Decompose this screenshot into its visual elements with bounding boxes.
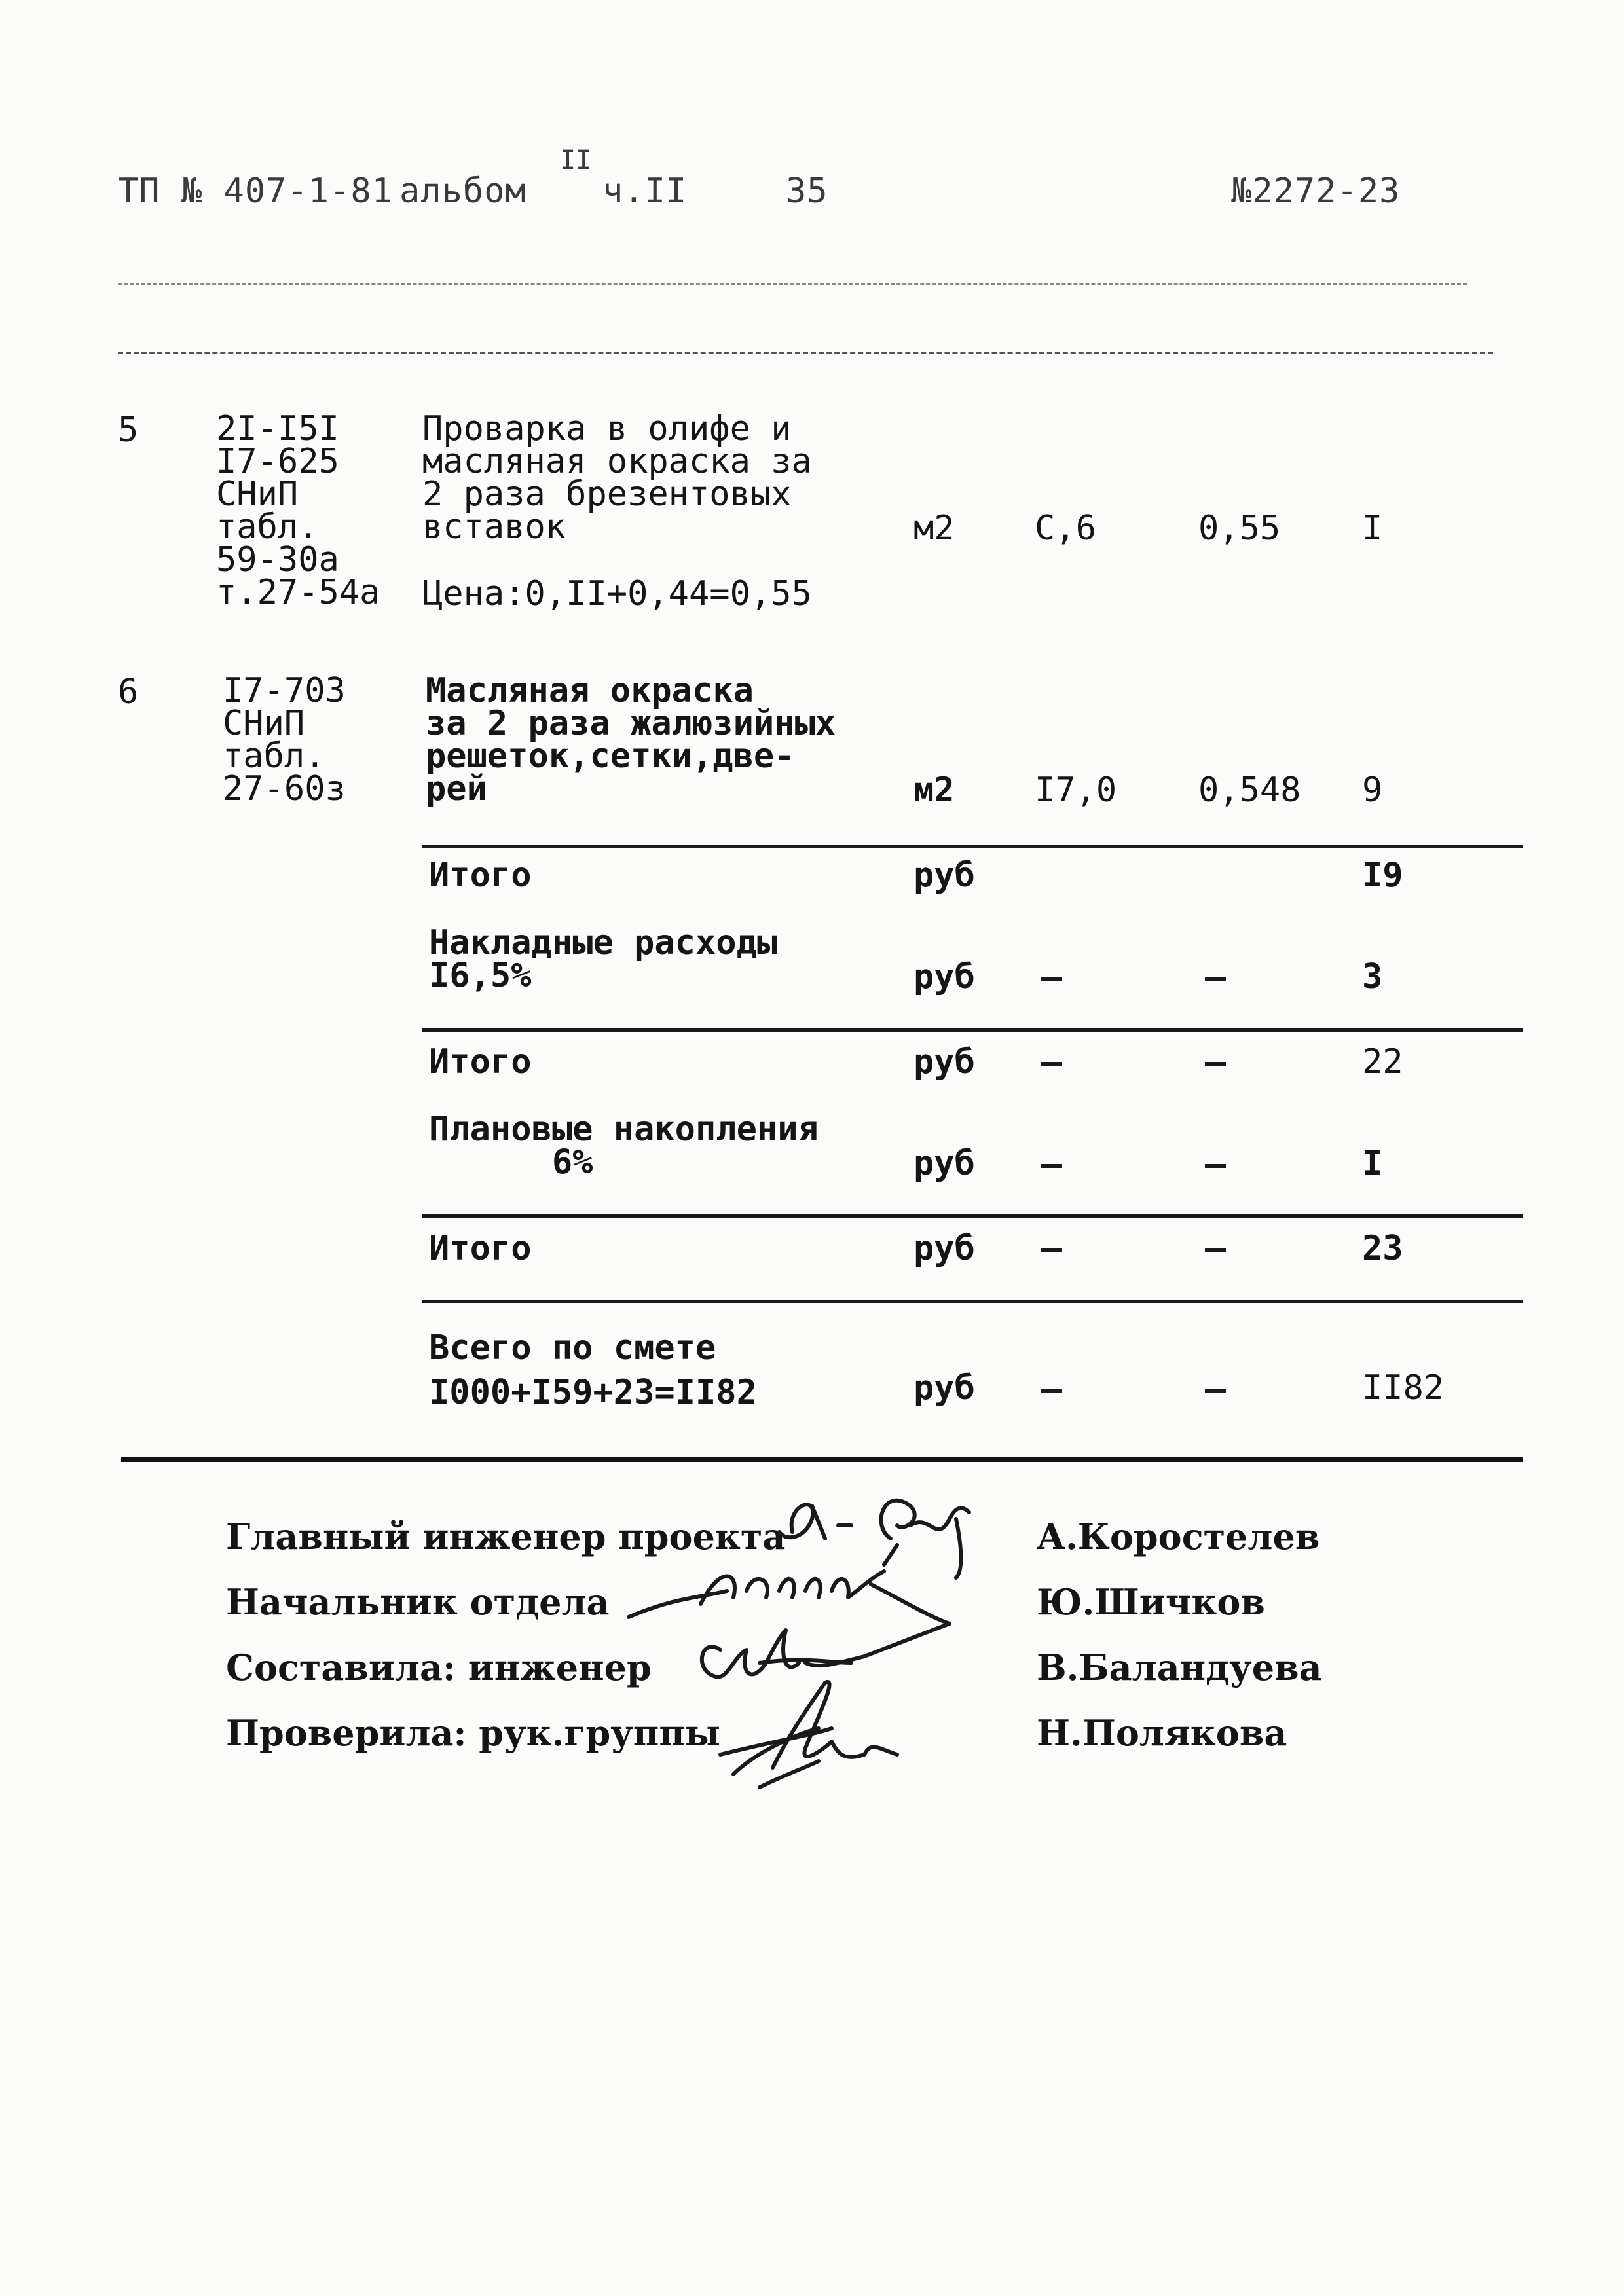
row-5-total: I: [1362, 509, 1383, 548]
album-number: II: [560, 145, 592, 175]
itogo-1-total: I9: [1362, 856, 1403, 895]
signature-2-stroke: [629, 1545, 950, 1666]
itogo-2-qty-dash: [1041, 1062, 1062, 1066]
row-5-price-note: Цена:0,II+0,44=0,55: [422, 574, 812, 613]
signature-4-stroke: [720, 1682, 897, 1787]
itogo-2-total: 22: [1362, 1042, 1403, 1082]
planned-label: Плановые накопления 6%: [429, 1110, 819, 1182]
summary-rule-3: [422, 1214, 1522, 1218]
signature-1-stroke: [779, 1501, 969, 1578]
itogo-3-price-dash: [1205, 1248, 1226, 1252]
album-part: ч.II: [602, 172, 688, 211]
signature-3-stroke: [702, 1630, 851, 1677]
summary-rule-1: [422, 845, 1522, 848]
row-5-codes: 2I-I5I I7-625 СНиП табл. 59-30а т.27-54а: [216, 409, 380, 612]
grand-total-value: II82: [1362, 1368, 1445, 1408]
header-rule-bottom: [118, 352, 1493, 354]
signature-name-department-head: Ю.Шичков: [1037, 1581, 1265, 1623]
summary-rule-4: [422, 1300, 1522, 1303]
doc-code: ТП № 407-1-81: [118, 172, 393, 211]
grand-total-unit: руб: [913, 1368, 975, 1408]
itogo-3-unit: руб: [913, 1229, 975, 1268]
page-number: 35: [786, 172, 828, 211]
planned-qty-dash: [1041, 1164, 1062, 1168]
row-6-unit: м2: [913, 771, 955, 810]
planned-unit: руб: [913, 1144, 975, 1183]
signature-role-checked-by: Проверила: рук.группы: [226, 1712, 720, 1754]
row-6-price: 0,548: [1198, 771, 1301, 810]
overhead-label: Накладные расходы I6,5%: [429, 923, 778, 995]
itogo-2-price-dash: [1205, 1062, 1226, 1066]
summary-rule-2: [422, 1028, 1522, 1032]
right-code: №2272-23: [1231, 172, 1401, 211]
row-6-codes: I7-703 СНиП табл. 27-60з: [223, 671, 346, 809]
album-label: альбом: [399, 172, 526, 211]
overhead-qty-dash: [1041, 977, 1062, 981]
row-6-number: 6: [118, 672, 139, 712]
itogo-3-label: Итого: [429, 1229, 532, 1268]
itogo-3-total: 23: [1362, 1229, 1403, 1268]
planned-total: I: [1362, 1144, 1383, 1183]
itogo-2-unit: руб: [913, 1042, 975, 1082]
planned-price-dash: [1205, 1164, 1226, 1168]
itogo-2-label: Итого: [429, 1042, 532, 1082]
itogo-1-label: Итого: [429, 856, 532, 895]
row-5-qty: С,6: [1035, 509, 1096, 548]
row-5-number: 5: [118, 410, 139, 450]
overhead-unit: руб: [913, 957, 975, 996]
overhead-price-dash: [1205, 977, 1226, 981]
signature-name-compiled-by: В.Баландуева: [1037, 1647, 1322, 1688]
row-5-description: Проварка в олифе и масляная окраска за 2 раза брезентовых вставок: [422, 409, 812, 547]
grand-total-label: Всего по смете I000+I59+23=II82: [429, 1328, 757, 1412]
signature-role-compiled-by: Составила: инженер: [226, 1647, 652, 1688]
header-rule-top: [118, 283, 1467, 285]
overhead-total: 3: [1362, 957, 1383, 996]
row-6-description: Масляная окраска за 2 раза жалюзийных решеток,сетки,две- рей: [426, 671, 836, 809]
itogo-3-qty-dash: [1041, 1248, 1062, 1252]
row-6-qty: I7,0: [1035, 771, 1117, 810]
row-5-unit: м2: [913, 509, 955, 548]
row-5-price: 0,55: [1198, 509, 1281, 548]
table-bottom-rule: [121, 1457, 1522, 1462]
signature-role-department-head: Начальник отдела: [226, 1581, 610, 1623]
itogo-1-unit: руб: [913, 856, 975, 895]
signature-role-chief-engineer: Главный инженер проекта: [226, 1516, 786, 1558]
grand-total-price-dash: [1205, 1389, 1226, 1393]
grand-total-qty-dash: [1041, 1389, 1062, 1393]
signature-name-chief-engineer: А.Коростелев: [1037, 1516, 1320, 1558]
handwritten-signatures: [622, 1467, 1054, 1807]
signature-name-checked-by: Н.Полякова: [1037, 1712, 1287, 1754]
row-6-total: 9: [1362, 771, 1383, 810]
